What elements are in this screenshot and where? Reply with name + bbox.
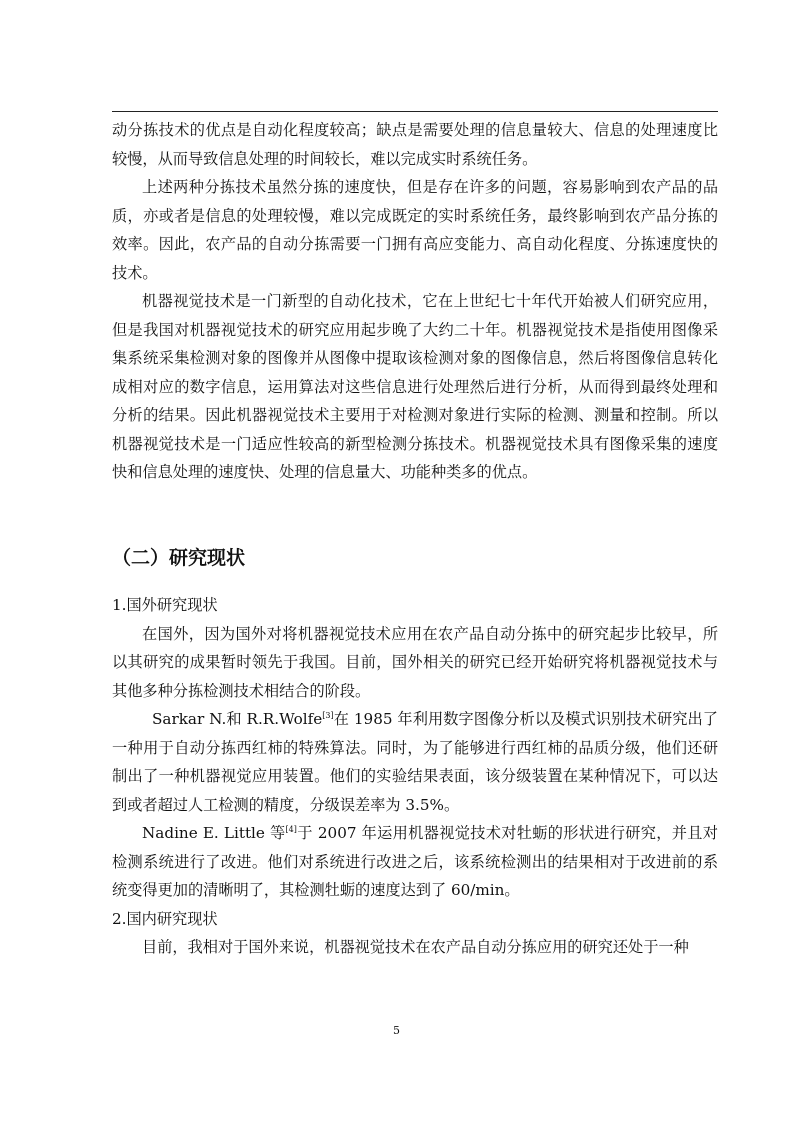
paragraph-domestic-intro: 目前，我相对于国外来说，机器视觉技术在农产品自动分拣应用的研究还处于一种	[142, 938, 689, 956]
paragraph-continuation: 动分拣技术的优点是自动化程度较高；缺点是需要处理的信息量较大、信息的处理速度比较慢，从而导致信息处理的时间较长，难以完成实时系统任务。	[112, 121, 718, 168]
header-rule	[112, 111, 718, 112]
sarkar-text: 在 1985 年利用数字图像分析以及模式识别技术研究出了一种用于自动分拣西红柿的特殊算法。同时，为了能够进行西红柿的品质分级，他们还研制出了一种机器视觉应用装置。他们的实验结果表面，该分级装置在某种情况下，可以达到或者超过人工检测的精度，分级误差率为 3.5%。	[112, 710, 718, 814]
paragraph-sarkar	[112, 705, 718, 819]
little-authors: Nadine E. Little 等	[142, 824, 286, 842]
section-heading: （二）研究现状	[112, 547, 246, 569]
paragraph-problems: 上述两种分拣技术虽然分拣的速度快，但是存在许多的问题，容易影响到农产品的品质，亦或者是信息的处理较慢，难以完成既定的实时系统任务，最终影响到农产品分拣的效率。因此，农产品的自动分拣需要一门拥有高应变能力、高自动化程度、分拣速度快的技术。	[112, 178, 718, 282]
paragraph-foreign-intro: 在国外，因为国外对将机器视觉技术应用在农产品自动分拣中的研究起步比较早，所以其研究的成果暂时领先于我国。目前，国外相关的研究已经开始研究将机器视觉技术与其他多种分拣检测技术相结合的阶段。	[112, 624, 718, 700]
citation-ref-4: [4]	[285, 824, 297, 834]
body-upper	[112, 116, 718, 487]
sarkar-authors: Sarkar N.和 R.R.Wolfe	[152, 710, 323, 728]
subheading-domestic-research: 2.国内研究现状	[112, 909, 218, 928]
body-lower	[112, 591, 718, 962]
citation-ref-3: [3]	[322, 710, 334, 720]
paragraph-machine-vision: 机器视觉技术是一门新型的自动化技术，它在上世纪七十年代开始被人们研究应用，但是我国对机器视觉技术的研究应用起步晚了大约二十年。机器视觉技术是指使用图像采集系统采集检测对象的图像并从图像中提取该检测对象的图像信息，然后将图像信息转化成相对应的数字信息，运用算法对这些信息进行处理然后进行分析，从而得到最终处理和分析的结果。因此机器视觉技术主要用于对检测对象进行实际的检测、测量和控制。所以机器视觉技术是一门适应性较高的新型检测分拣技术。机器视觉技术具有图像采集的速度快和信息处理的速度快、处理的信息量大、功能种类多的优点。	[112, 292, 718, 481]
subheading-foreign-research: 1.国外研究现状	[112, 596, 218, 614]
page-number: 5	[393, 1024, 400, 1037]
paragraph-little	[112, 819, 718, 905]
little-text: 于 2007 年运用机器视觉技术对牡蛎的形状进行研究，并且对检测系统进行了改进。他们对系统进行改进之后，该系统检测出的结果相对于改进前的系统变得更加的清晰明了，其检测牡蛎的速度达到了 60/min。	[112, 824, 718, 899]
